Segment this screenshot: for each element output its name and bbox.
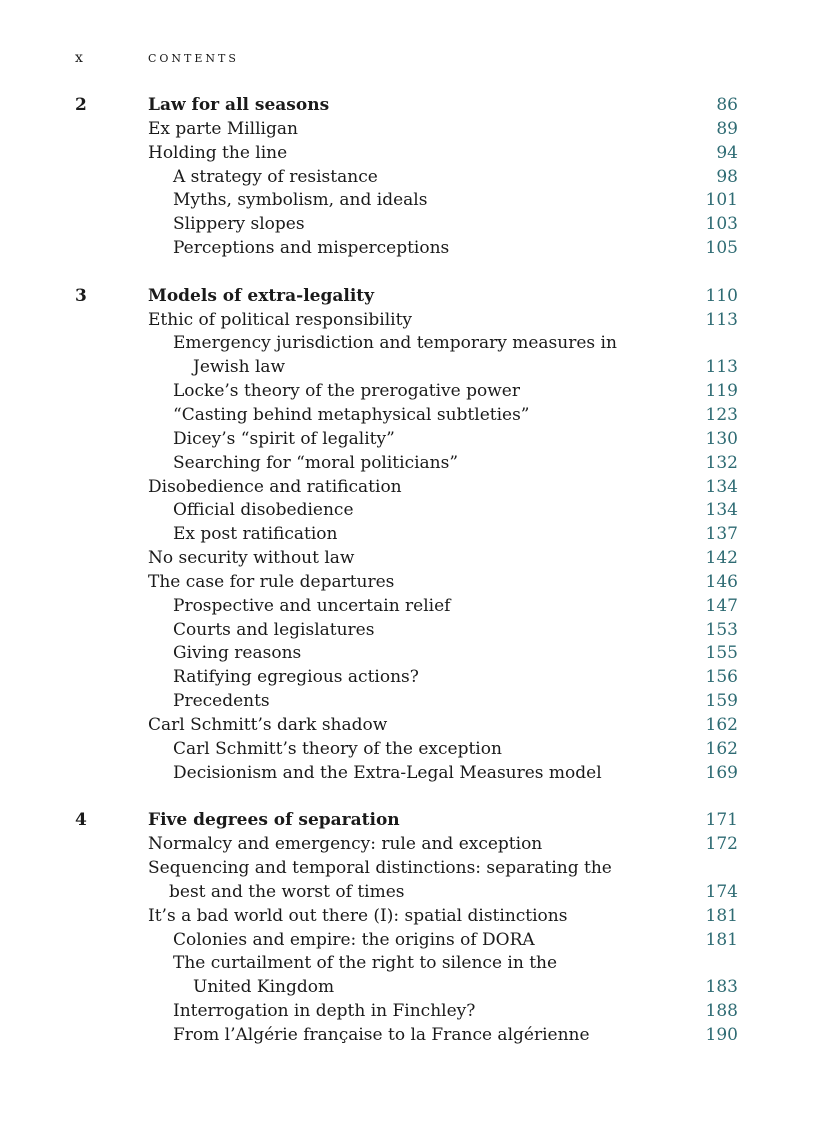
toc-subentry-first-line[interactable]: [0, 332, 816, 356]
entry-title: No security without law: [148, 548, 355, 569]
entry-title: Emergency jurisdiction and temporary measures in: [173, 333, 617, 354]
entry-title: Ethic of political responsibility: [148, 309, 413, 330]
toc-entry[interactable]: [0, 571, 816, 595]
entry-title: Precedents: [173, 691, 270, 712]
toc-entry-continuation[interactable]: [0, 881, 816, 905]
toc-subentry[interactable]: [0, 189, 816, 213]
entry-title: Ex parte Milligan: [148, 118, 298, 139]
entry-title: From l’Algérie française to la France algérienne: [173, 1024, 590, 1045]
entry-title-continuation: United Kingdom: [193, 977, 335, 998]
page-number: 174: [705, 881, 738, 902]
toc-entry[interactable]: [0, 142, 816, 166]
toc-chapter-3[interactable]: [0, 285, 816, 309]
toc-subentry[interactable]: [0, 666, 816, 690]
toc-entry-first-line[interactable]: [0, 857, 816, 881]
toc-subentry[interactable]: [0, 1000, 816, 1024]
page-number: 146: [705, 571, 738, 592]
chapter-number: 4: [75, 810, 87, 831]
entry-title: Courts and legislatures: [173, 619, 375, 640]
table-of-contents: [0, 94, 816, 1048]
page-number: 181: [705, 905, 738, 926]
entry-title: Carl Schmitt’s dark shadow: [148, 714, 388, 735]
toc-entry[interactable]: [0, 118, 816, 142]
entry-title: Interrogation in depth in Finchley?: [173, 1001, 476, 1022]
entry-title: Locke’s theory of the prerogative power: [173, 381, 520, 402]
toc-chapter-4[interactable]: [0, 809, 816, 833]
folio: x: [75, 50, 84, 66]
entry-title-continuation: Jewish law: [193, 357, 286, 378]
toc-chapter-2[interactable]: [0, 94, 816, 118]
chapter-title: Five degrees of separation: [148, 810, 400, 831]
toc-subentry-continuation[interactable]: [0, 356, 816, 380]
toc-subentry[interactable]: [0, 166, 816, 190]
chapter-title: Models of extra-legality: [148, 285, 375, 306]
page-number: 181: [705, 929, 738, 950]
toc-subentry[interactable]: [0, 380, 816, 404]
toc-subentry-continuation[interactable]: [0, 976, 816, 1000]
entry-title: Perceptions and misperceptions: [173, 238, 450, 259]
toc-subentry[interactable]: [0, 452, 816, 476]
toc-entry[interactable]: [0, 833, 816, 857]
page-number: 137: [705, 524, 738, 545]
entry-title: Slippery slopes: [173, 214, 305, 235]
page-number: 130: [705, 428, 738, 449]
toc-subentry[interactable]: [0, 213, 816, 237]
toc-subentry[interactable]: [0, 428, 816, 452]
toc-subentry[interactable]: [0, 642, 816, 666]
toc-subentry[interactable]: [0, 499, 816, 523]
page-number: 86: [716, 95, 738, 115]
toc-subentry-first-line[interactable]: [0, 952, 816, 976]
toc-subentry[interactable]: [0, 595, 816, 619]
page-number: 134: [705, 476, 738, 497]
page-number: 171: [705, 810, 738, 831]
entry-title: Carl Schmitt’s theory of the exception: [173, 738, 502, 759]
page-number: 101: [705, 190, 738, 211]
toc-entry[interactable]: [0, 309, 816, 333]
entry-title: Ex post ratification: [173, 524, 338, 545]
entry-title: Normalcy and emergency: rule and exception: [148, 834, 543, 855]
page-number: 134: [705, 500, 738, 521]
page-number: 132: [705, 452, 738, 473]
entry-title: Myths, symbolism, and ideals: [173, 190, 428, 211]
entry-title: Searching for “moral politicians”: [173, 452, 459, 473]
toc-subentry[interactable]: [0, 523, 816, 547]
entry-title: The curtailment of the right to silence in the: [173, 953, 558, 974]
page-number: 89: [716, 118, 738, 139]
entry-title: Decisionism and the Extra-Legal Measures model: [173, 762, 602, 783]
section-label: CONTENTS: [148, 52, 239, 65]
chapter-number: 2: [75, 95, 87, 115]
page-number: 169: [705, 762, 738, 783]
entry-title: Disobedience and ratification: [148, 476, 402, 497]
toc-entry[interactable]: [0, 905, 816, 929]
chapter-number: 3: [75, 285, 87, 306]
toc-subentry[interactable]: [0, 619, 816, 643]
page-number: 159: [705, 691, 738, 712]
entry-title: The case for rule departures: [148, 571, 395, 592]
entry-title: It’s a bad world out there (I): spatial distinctions: [148, 905, 568, 926]
page-number: 142: [705, 548, 738, 569]
page-number: 110: [705, 285, 738, 306]
toc-entry[interactable]: [0, 476, 816, 500]
page-number: 188: [705, 1001, 738, 1022]
entry-title-continuation: best and the worst of times: [169, 881, 405, 902]
entry-title: A strategy of resistance: [173, 166, 378, 187]
page-number: 190: [705, 1024, 738, 1045]
page-number: 172: [705, 834, 738, 855]
page-number: 156: [705, 667, 738, 688]
toc-subentry[interactable]: [0, 237, 816, 261]
page-number: 105: [705, 238, 738, 259]
chapter-spacer: [0, 261, 816, 285]
entry-title: Prospective and uncertain relief: [173, 595, 451, 616]
entry-title: Giving reasons: [173, 643, 302, 664]
entry-title: Sequencing and temporal distinctions: separating the: [148, 858, 612, 878]
page-number: 147: [705, 595, 738, 616]
toc-entry[interactable]: [0, 714, 816, 738]
entry-title: Colonies and empire: the origins of DORA: [173, 929, 535, 950]
entry-title: Official disobedience: [173, 500, 354, 521]
toc-subentry[interactable]: [0, 404, 816, 428]
page-number: 162: [705, 738, 738, 759]
page-number: 103: [705, 214, 738, 235]
toc-entry[interactable]: [0, 547, 816, 571]
toc-subentry[interactable]: [0, 929, 816, 953]
toc-subentry[interactable]: [0, 738, 816, 762]
page-number: 113: [705, 357, 738, 378]
entry-title: Holding the line: [148, 142, 288, 163]
page-number: 155: [705, 643, 738, 664]
chapter-spacer: [0, 785, 816, 809]
entry-title: Ratifying egregious actions?: [173, 667, 419, 688]
page-number: 162: [705, 714, 738, 735]
entry-title: “Casting behind metaphysical subtleties”: [173, 404, 530, 425]
running-head: [0, 50, 816, 70]
page-number: 113: [705, 309, 738, 330]
page-number: 153: [705, 619, 738, 640]
chapter-title: Law for all seasons: [148, 95, 330, 115]
entry-title: Dicey’s “spirit of legality”: [173, 428, 395, 449]
page-number: 94: [716, 142, 738, 163]
toc-subentry[interactable]: [0, 690, 816, 714]
toc-subentry[interactable]: [0, 762, 816, 786]
page-number: 98: [716, 166, 738, 187]
page-number: 123: [705, 404, 738, 425]
page-number: 119: [705, 381, 738, 402]
toc-subentry[interactable]: [0, 1024, 816, 1048]
page-number: 183: [705, 977, 738, 998]
